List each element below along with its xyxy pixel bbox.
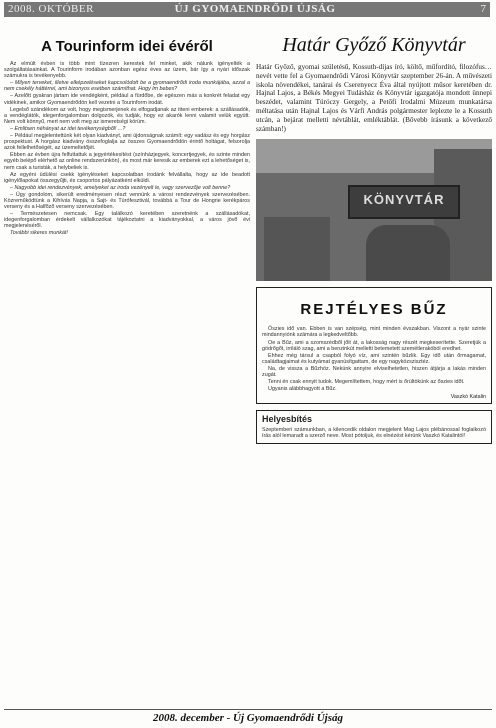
page-number: 7 bbox=[480, 3, 486, 15]
mystery-headline: REJTÉLYES BŰZ bbox=[300, 301, 448, 319]
mystery-box bbox=[256, 287, 492, 404]
article-paragraph: Ebben az évben újra felfuttattuk a jegyértékesítést (színházjegyek, koncertjegyek, és szinte minden egyéb belépő elérhető az online rendszerünkön), és most már keresik az emberek ezt a lehetőséget is, nem csak a turisták, a helybeliek is. bbox=[4, 152, 250, 171]
left-column bbox=[4, 20, 250, 708]
mystery-author: Vaszkó Katalin bbox=[450, 394, 486, 401]
library-sign-text: KÖNYVTÁR bbox=[363, 192, 445, 208]
mystery-paragraph: Ugyanis alábbhagyott a Bűz. bbox=[268, 386, 337, 393]
right-column bbox=[256, 20, 492, 708]
mystery-paragraph: Na, de vissza a Bűzhöz. Nekünk annyire elviselhetetlen, hiszen átjárja a lakás minden zugát. bbox=[262, 365, 486, 379]
article-paragraph: Legelső szándékom az volt, hogy megismerjenek és elfogadjanak az itteni emberek: a szállásadók, a vendéglátók, idegenforgalomban dolgozók, és tudják, hogy ez akarók lenni valamit velük együtt. Nem volt könnyű, mert nem volt meg az ismeretségi körüm. bbox=[4, 106, 250, 125]
page-header bbox=[0, 0, 496, 22]
mystery-article bbox=[262, 326, 486, 392]
library-photo bbox=[256, 139, 492, 281]
paper-title: ÚJ GYOMAENDRŐDI ÚJSÁG bbox=[174, 3, 336, 15]
article-paragraph: – Például megjelentettünk két olyan kiadványt, ami újdonságnak számít: egy vadász és egy horgász prospektust. A horgász kiadvány összefoglalja az összes Gyomaendrődön érintő holtágat, felsorolja azok fellelhetőségét, az üzemeltetőjét. bbox=[4, 133, 250, 152]
photo-people bbox=[366, 225, 450, 281]
article-question: – Emlitsen néhányat az idei tevékenységből! ...? bbox=[10, 125, 126, 132]
article-question: – Milyen terveket, illetve elképzeléseket kapcsolódott be a gyomaendrődi iroda munkájába, azzal a nem csekély háttérrel, ami bizonyos esetben számíthat. Hogy lm bebes? bbox=[4, 80, 250, 93]
article-closing: További sikeres munkát! bbox=[10, 230, 68, 237]
article-paragraph: – Úgy gondolom, sikerült eredményesen részt vennünk a városi rendezvények szervezésében. Közreműködtünk a Kihívás Napja, a Sajt- és Túrófesztivál, továbbá a Tour de Hongrie kerékpáros verseny és a Halfőző verseny szervezésében. bbox=[4, 191, 250, 211]
footer-rule bbox=[4, 709, 492, 710]
tourinform-article bbox=[4, 61, 250, 237]
article-paragraph: – Azelőtt gyakran jártam ide vendégként, például a fürdőbe, de egészen más a konkrét feladat egy vidékinek, amikor Gyomaendrődön kell vezetni a Tourinform irodát. bbox=[4, 93, 250, 106]
library-intro: Határ Győző, gyomai születésű, Kossuth-díjas író, költő, műfordító, filozófus… nevét vette fel a Gyomaendrődi Városi Könyvtár szeptember 26-án. A művészeti iskola növendékei, tanárai és Cserenyecz Éva által nyújtott műsor keretében dr. Hajnal Lajos, a Békés Megyei Tudásház és Könyvtár igazgatója mondott ünnepi beszédet, valamint Túróczy Gergely, a Petőfi Irodalmi Múzeum munkatársa méltatása után Hajnal Lajos és Várfi András polgármester leplezte le a Kossuth utcán, a bejárat melletti névtáblát, emléktáblát. (Bővebb írásunk a következő számban!) bbox=[256, 63, 492, 133]
correction-text: Szeptemberi számunkban, a kilencedik oldalon megjelent Mag Lajos plébánossal foglalkozó írás alól lemaradt a szerző neve. Most pótoljuk, és elnézést kérünk Vaszkó Katalintól! bbox=[262, 427, 486, 440]
issue-date: 2008. OKTÓBER bbox=[8, 3, 94, 15]
photo-door bbox=[264, 217, 330, 281]
article-question: – Nagyobb idei rendezvények, amelyeket az iroda vezényelt le, vagy szervezője volt benne? bbox=[10, 184, 231, 191]
correction-box bbox=[256, 410, 492, 443]
article-paragraph: – Természetesen nemcsak. Egy találkozó keretében szeretnénk a szállásadókat, idegenforgalomban érdekelt vállalkozókat tájékoztatni a kiadványokkal, a város jövő évi megjelenéséről. bbox=[4, 211, 250, 230]
mystery-paragraph: Oe a Bűz, ami a szomszédből jőit át, a lakosság nagy részét megkeserítette. Szeretjük a gödrőgőt, irriláló szag, ami a benzinkút melletti betemetett szemétlerakóból eredhet. bbox=[262, 339, 486, 352]
mystery-paragraph: Őszies idő van. Ebben is van szépség, mint minden évszakban. Viszont a nyár szinte mindannyiónk számára a legkedveltőbb. bbox=[262, 326, 486, 339]
article-paragraph: Az elmúlt évben is több mint tízezren kerestek fel minket, akik nálunk igényelték a szolgáltatásainkat. A Tourinform irodában azonban egész éves az üzem, bár így a nyári időszak számukra is tevékenyebb. bbox=[4, 61, 250, 80]
mystery-paragraph: Tenni én csak ennyit tudok. Megemlítettem, hogy mért is őrültökünk az őszies időt. bbox=[268, 379, 465, 386]
library-headline: Határ Győző Könyvtár bbox=[282, 34, 466, 56]
page-footer: 2008. december - Új Gyomaendrődi Újság bbox=[152, 712, 344, 724]
library-sign bbox=[348, 185, 460, 219]
correction-headline: Helyesbítés bbox=[262, 414, 313, 425]
tourinform-headline: A Tourinform idei évéről bbox=[41, 38, 213, 55]
article-paragraph: Az egyéni üdülési csekk igényléseket kapcsolatban irodánk felvállalta, hogy az ide beadott igénylőlapokat összegyűjti, és csoportos pályázatként elküldi. bbox=[4, 171, 250, 184]
mystery-paragraph: Ehhez még társul a csapból folyó víz, ami szintén bűzlik. Egy idő után őrmagamat, családtagjaimat és kutyámat gyanúsítgattam, de egy nagyközszisztéz. bbox=[262, 352, 486, 365]
